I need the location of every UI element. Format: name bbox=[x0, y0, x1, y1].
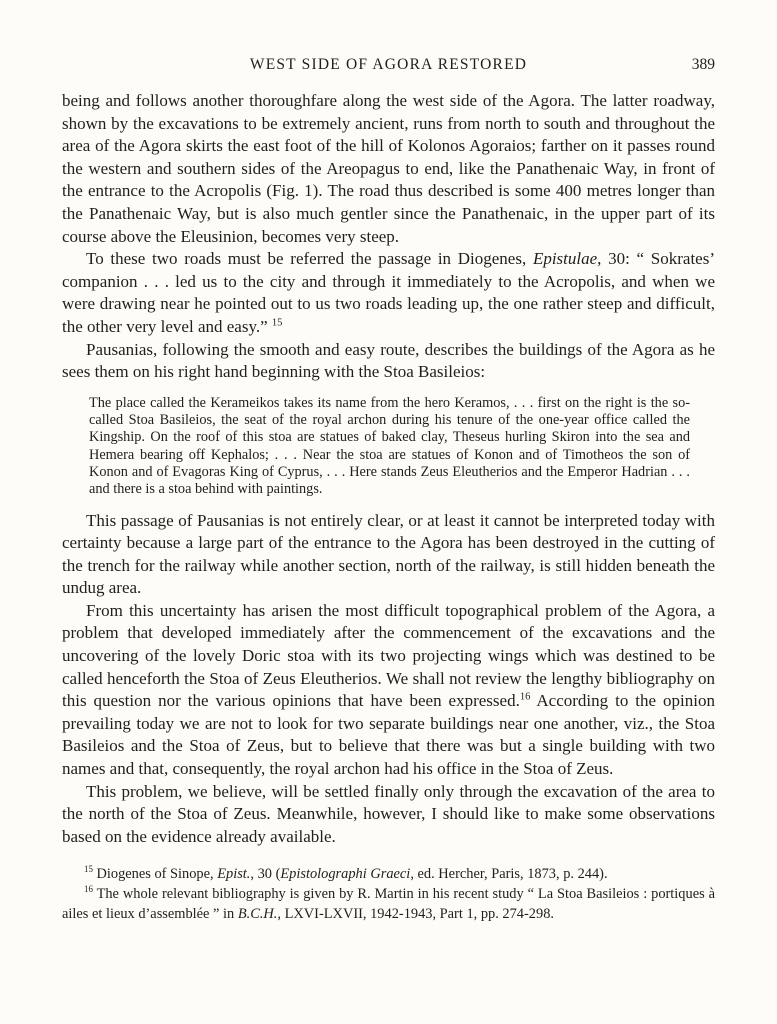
paragraph bbox=[62, 339, 715, 384]
paragraph bbox=[62, 600, 715, 781]
page-number: 389 bbox=[691, 56, 715, 73]
footnote-ref: 16 bbox=[84, 884, 93, 895]
italic-text: Epistolographi Graeci bbox=[280, 866, 411, 883]
text-segment: To these two roads must be referred the passage in Diogenes, bbox=[86, 249, 533, 269]
text-segment: Pausanias, following the smooth and easy route, describes the buildings of the Agora as he sees them on his right hand beginning with the Stoa Basileios: bbox=[62, 339, 715, 382]
text-segment: , 30: “ Sokrates’ companion . . . led us to the city and through it immediately to the Acropolis, and when we were drawing near he pointed out to us two roads leading up, the one rather steep and difficult, the other very level and easy.” bbox=[62, 249, 716, 336]
text-segment: This passage of Pausanias is not entirely clear, or at least it cannot be interpreted today with certainty because a large part of the entrance to the Agora has been destroyed in the cutting of the trench for the railway while another section, north of the railway, is still hidden beneath the undug area. bbox=[62, 510, 715, 598]
footnotes bbox=[62, 865, 715, 924]
paragraph bbox=[62, 248, 715, 338]
block-quote bbox=[89, 395, 690, 499]
page-header bbox=[62, 56, 715, 74]
running-title: WEST SIDE OF AGORA RESTORED bbox=[249, 56, 528, 73]
text-segment: The place called the Kerameikos takes its name from the hero Keramos, . . . first on the right is the so-called Stoa Basileios, the seat of the royal archon during his tenure of the one-year office called the Kingship. On the roof of this stoa are statues of baked clay, Theseus hurling Skiron into the sea and Hemera bearing off Kephalos; . . . Near the stoa are statues of Konon and of Timotheos the son of Konon and of Evagoras King of Cyprus, . . . Here stands Zeus Eleutherios and the Emperor Hadrian . . . and there is a stoa behind with paintings. bbox=[89, 394, 690, 498]
text-segment: This problem, we believe, will be settled finally only through the excavation of the area to the north of the Stoa of Zeus. Meanwhile, however, I should like to make some observations based on the evidence already available. bbox=[62, 781, 715, 846]
footnote bbox=[62, 885, 715, 925]
footnote-ref: 16 bbox=[519, 691, 531, 703]
italic-text: Epist. bbox=[217, 866, 251, 883]
text-segment: being and follows another thoroughfare along the west side of the Agora. The latter roadway, shown by the excavations to be extremely ancient, runs from north to south and throughout the area of the Agora skirts the east foot of the hill of Kolonos Agoraios; farther on it passes round the western and southern sides of the Areopagus to end, like the Panathenaic Way, in front of the entrance to the Acropolis (Fig. 1). The road thus described is some 400 metres longer than the Panathenaic Way, but is also much gentler since the Panathenaic, in the upper part of its course above the Eleusinion, becomes very steep. bbox=[62, 91, 715, 246]
footnote bbox=[62, 865, 715, 885]
paragraph bbox=[62, 510, 715, 600]
text-segment: The whole relevant bibliography is given by R. Martin in his recent study “ La Stoa Basileios : portiques à ailes et lieux d’assemblée ” in bbox=[62, 886, 715, 922]
body-text bbox=[62, 90, 715, 848]
paragraph bbox=[62, 90, 715, 248]
text-segment: From this uncertainty has arisen the most difficult topographical problem of the Agora, a problem that developed immediately after the commencement of the excavations and the uncovering of the lovely Doric stoa with its two projecting wings which was destined to be called henceforth the Stoa of Zeus Eleutherios. We shall not review the lengthy bibliography on this question nor the various opinions that have been expressed. bbox=[62, 600, 715, 711]
text-segment: Diogenes of Sinope, bbox=[92, 866, 218, 883]
paragraph bbox=[62, 781, 715, 849]
text-segment: , ed. Hercher, Paris, 1873, p. 244). bbox=[410, 866, 608, 883]
italic-text: B.C.H. bbox=[237, 906, 278, 922]
text-segment: , LXVI-LXVII, 1942-1943, Part 1, pp. 274-298. bbox=[277, 906, 554, 922]
footnote-ref: 15 bbox=[84, 864, 93, 875]
text-segment: , 30 ( bbox=[250, 866, 281, 883]
footnote-ref: 15 bbox=[271, 317, 283, 329]
italic-text: Epistulae bbox=[532, 249, 598, 269]
text-segment: According to the opinion prevailing today we are not to look for two separate buildings near one another, viz., the Stoa Basileios and the Stoa of Zeus, but to believe that there was but a single building with two names and that, consequently, the royal archon had his office in the Stoa of Zeus. bbox=[62, 691, 715, 779]
